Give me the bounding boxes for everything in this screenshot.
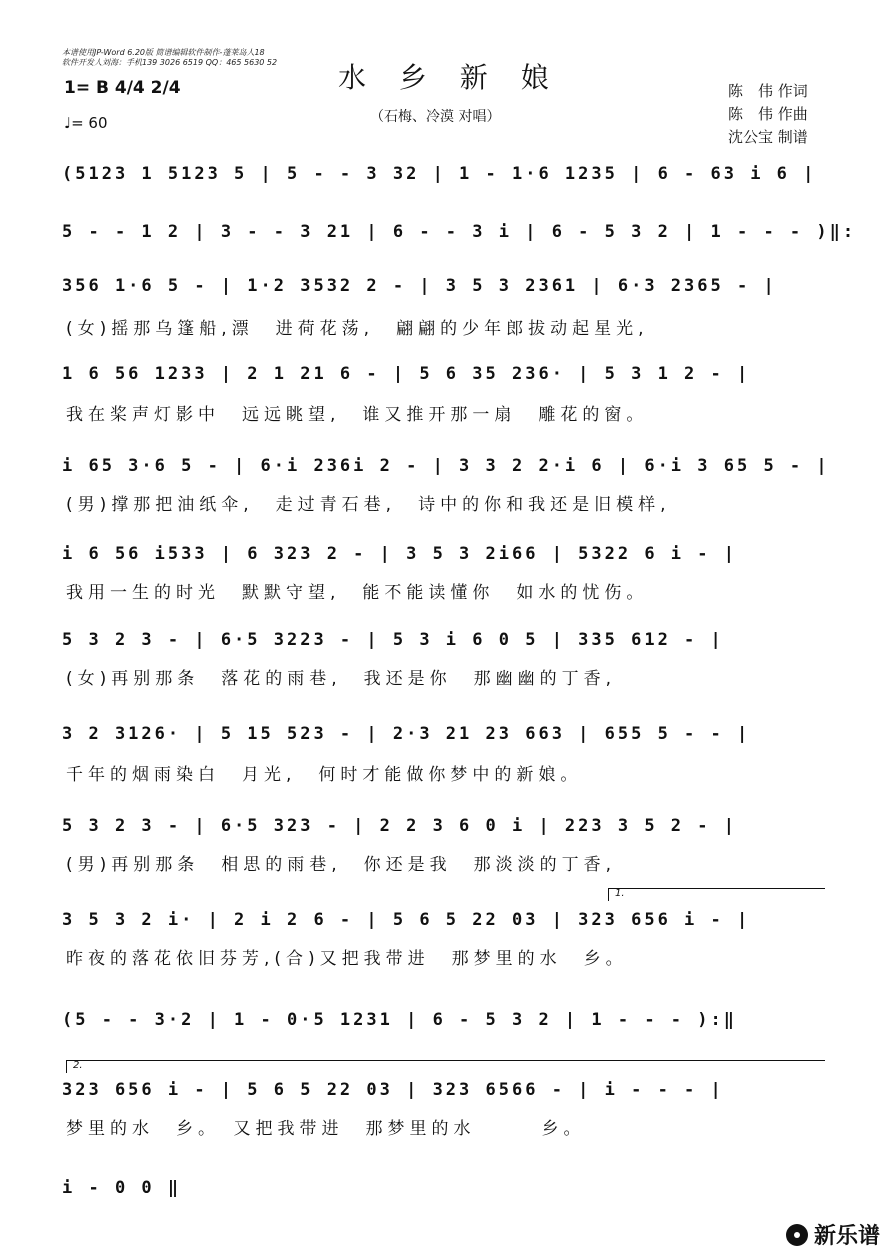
logo-text: 新乐谱 xyxy=(813,1224,880,1249)
lyric-line-12: 梦里的水 乡。 又把我带进 那梦里的水 乡。 xyxy=(66,1119,586,1139)
score-line-7: 5 3 2 3 - | 6·5 3223 - | 5 3 i 6 0 5 | 335 612 - | xyxy=(62,630,724,650)
first-ending-label: 1. xyxy=(615,888,625,899)
score-line-2: 5 - - 1 2 | 3 - - 3 21 | 6 - - 3 i | 6 - 5 3 2 | 1 - - - )‖: xyxy=(62,222,857,242)
composer: 陈 伟 作曲 xyxy=(728,105,808,123)
second-ending-label: 2. xyxy=(73,1060,83,1071)
song-subtitle: （石梅、冷漠 对唱） xyxy=(370,109,501,125)
score-line-3: 356 1·6 5 - | 1·2 3532 2 - | 3 5 3 2361 | 6·3 2365 - | xyxy=(62,276,777,296)
lyric-line-6: 我用一生的时光 默默守望, 能不能读懂你 如水的忧伤。 xyxy=(66,583,649,603)
credits xyxy=(728,80,808,149)
score-line-8: 3 2 3126· | 5 15 523 - | 2·3 21 23 663 | 655 5 - - | xyxy=(62,724,751,744)
lyric-line-4: 我在桨声灯影中 远远眺望, 谁又推开那一扇 雕花的窗。 xyxy=(66,405,649,425)
score-line-6: i 6 56 i533 | 6 323 2 - | 3 5 3 2i66 | 5322 6 i - | xyxy=(62,544,737,564)
lyric-line-5: (男)撑那把油纸伞, 走过青石巷, 诗中的你和我还是旧模样, xyxy=(66,495,671,515)
tempo-mark: ♩= 60 xyxy=(64,114,108,132)
score-line-11: (5 - - 3·2 | 1 - 0·5 1231 | 6 - 5 3 2 | 1 - - - ):‖ xyxy=(62,1010,737,1030)
lyric-line-7: (女)再别那条 落花的雨巷, 我还是你 那幽幽的丁香, xyxy=(66,669,617,689)
score-line-4: 1 6 56 1233 | 2 1 21 6 - | 5 6 35 236· | 5 3 1 2 - | xyxy=(62,364,751,384)
score-line-13: i - 0 0 ‖ xyxy=(62,1178,182,1198)
score-line-9: 5 3 2 3 - | 6·5 323 - | 2 2 3 6 0 i | 223 3 5 2 - | xyxy=(62,816,737,836)
score-line-12: 323 656 i - | 5 6 5 22 03 | 323 6566 - | i - - - | xyxy=(62,1080,724,1100)
score-line-5: i 65 3·6 5 - | 6·i 236i 2 - | 3 3 2 2·i 6 | 6·i 3 65 5 - | xyxy=(62,456,830,476)
lyric-line-9: (男)再别那条 相思的雨巷, 你还是我 那淡淡的丁香, xyxy=(66,855,617,875)
software-note xyxy=(62,48,277,68)
second-ending-bracket xyxy=(66,1060,825,1073)
score-line-10: 3 5 3 2 i· | 2 i 2 6 - | 5 6 5 22 03 | 323 656 i - | xyxy=(62,910,751,930)
record-disc-icon xyxy=(786,1224,808,1246)
song-title: 水 乡 新 娘 xyxy=(338,61,561,94)
site-logo xyxy=(786,1219,880,1250)
lyric-line-8: 千年的烟雨染白 月光, 何时才能做你梦中的新娘。 xyxy=(66,765,583,785)
lyric-line-10: 昨夜的落花依旧芬芳,(合)又把我带进 那梦里的水 乡。 xyxy=(66,949,628,969)
lyricist: 陈 伟 作词 xyxy=(728,82,808,100)
software-note-line: 本谱使用JP-Word 6.20版 简谱编辑软件制作-蓬莱岛人18 xyxy=(62,48,265,57)
lyric-line-3: (女)摇那乌篷船,漂 进荷花荡, 翩翩的少年郎拔动起星光, xyxy=(66,319,649,339)
score-line-1: (5123 1 5123 5 | 5 - - 3 32 | 1 - 1·6 1235 | 6 - 63 i 6 | xyxy=(62,164,817,184)
first-ending-bracket xyxy=(608,888,825,901)
key-signature: 1= B 4/4 2/4 xyxy=(64,78,181,98)
software-note-line: 软件开发人刘海：手机139 3026 6519 QQ：465 5630 52 xyxy=(62,58,278,67)
arranger: 沈公宝 制谱 xyxy=(728,128,808,146)
